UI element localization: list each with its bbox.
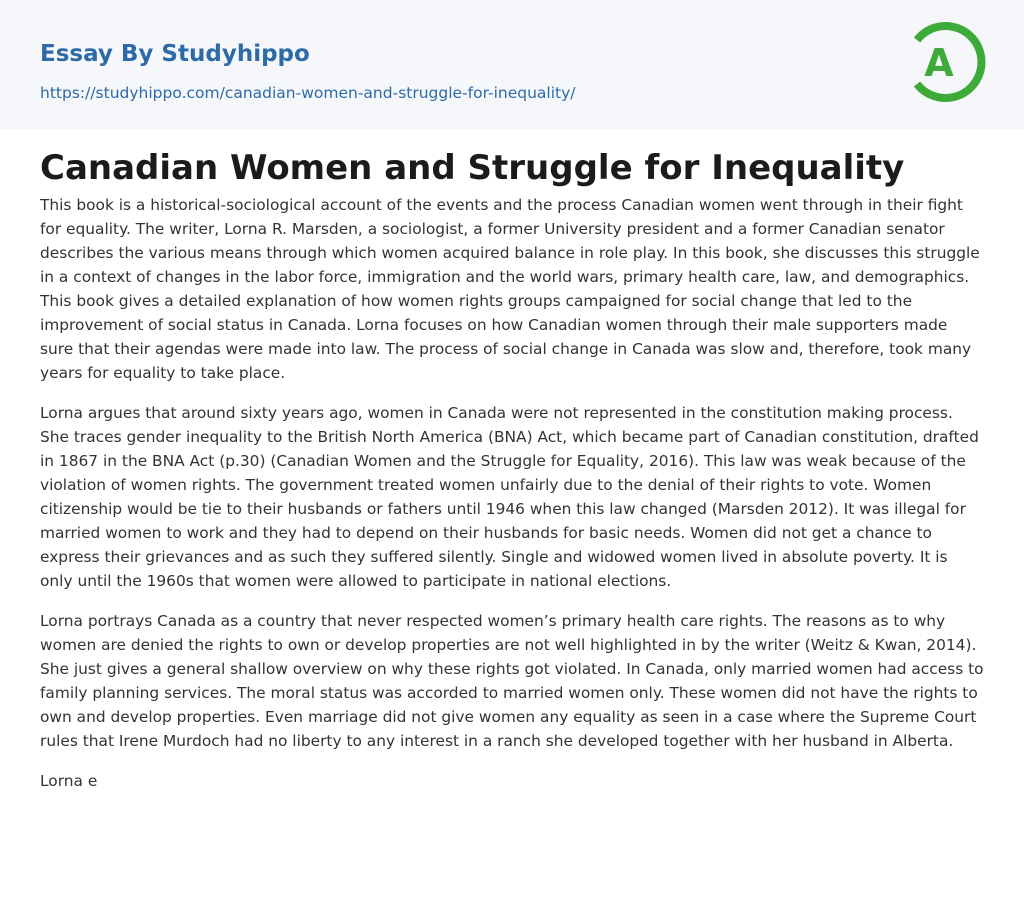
article-paragraph-1: This book is a historical-sociological account of the events and the process Canadian women went through in their fight for equality. The writer, Lorna R. Marsden, a sociologist, a former University president and a former Canadian senator describes the various means through which women acquired balance in role play. In this book, she discusses this struggle in a context of changes in the labor force, immigration and the world wars, primary health care, law, and demographics. This book gives a detailed explanation of how women rights groups campaigned for social change that led to the improvement of social status in Canada. Lorna focuses on how Canadian women through their male supporters made sure that their agendas were made into law. The process of social change in Canada was slow and, therefore, took many years for equality to take place.: [40, 196, 980, 382]
logo-letter: A: [924, 41, 954, 85]
article-paragraph-3: Lorna portrays Canada as a country that never respected women’s primary health care rights. The reasons as to why women are denied the rights to own or develop properties are not well highlighted in by the writer (Weitz & Kwan, 2014). She just gives a general shallow overview on why these rights got violated. In Canada, only married women had access to family planning services. The moral status was accorded to married women only. These women did not have the rights to own and develop properties. Even marriage did not give women any equality as seen in a case where the Supreme Court rules that Irene Murdoch had no liberty to any interest in a ranch she developed together with her husband in Alberta.: [40, 612, 984, 750]
studyhippo-logo-icon[interactable]: [912, 20, 986, 104]
article-title: Canadian Women and Struggle for Inequality: [40, 148, 905, 188]
site-header: [0, 0, 1024, 129]
article-paragraph-2: Lorna argues that around sixty years ago, women in Canada were not represented in the constitution making process. She traces gender inequality to the British North America (BNA) Act, which became part of Canadian constitution, drafted in 1867 in the BNA Act (p.30) (Canadian Women and the Struggle for Equality, 2016). This law was weak because of the violation of women rights. The government treated women unfairly due to the denial of their rights to vote. Women citizenship would be tie to their husbands or fathers until 1946 when this law changed (Marsden 2012). It was illegal for married women to work and they had to depend on their husbands for basic needs. Women did not get a chance to express their grievances and as such they suffered silently. Single and widowed women lived in absolute poverty. It is only until the 1960s that women were allowed to participate in national elections.: [40, 404, 979, 590]
article: [0, 147, 1024, 793]
site-brand[interactable]: Essay By Studyhippo: [40, 41, 310, 67]
article-paragraph-4: Lorna e: [40, 772, 98, 790]
page-url-link[interactable]: https://studyhippo.com/canadian-women-and-struggle-for-inequality/: [40, 84, 576, 102]
